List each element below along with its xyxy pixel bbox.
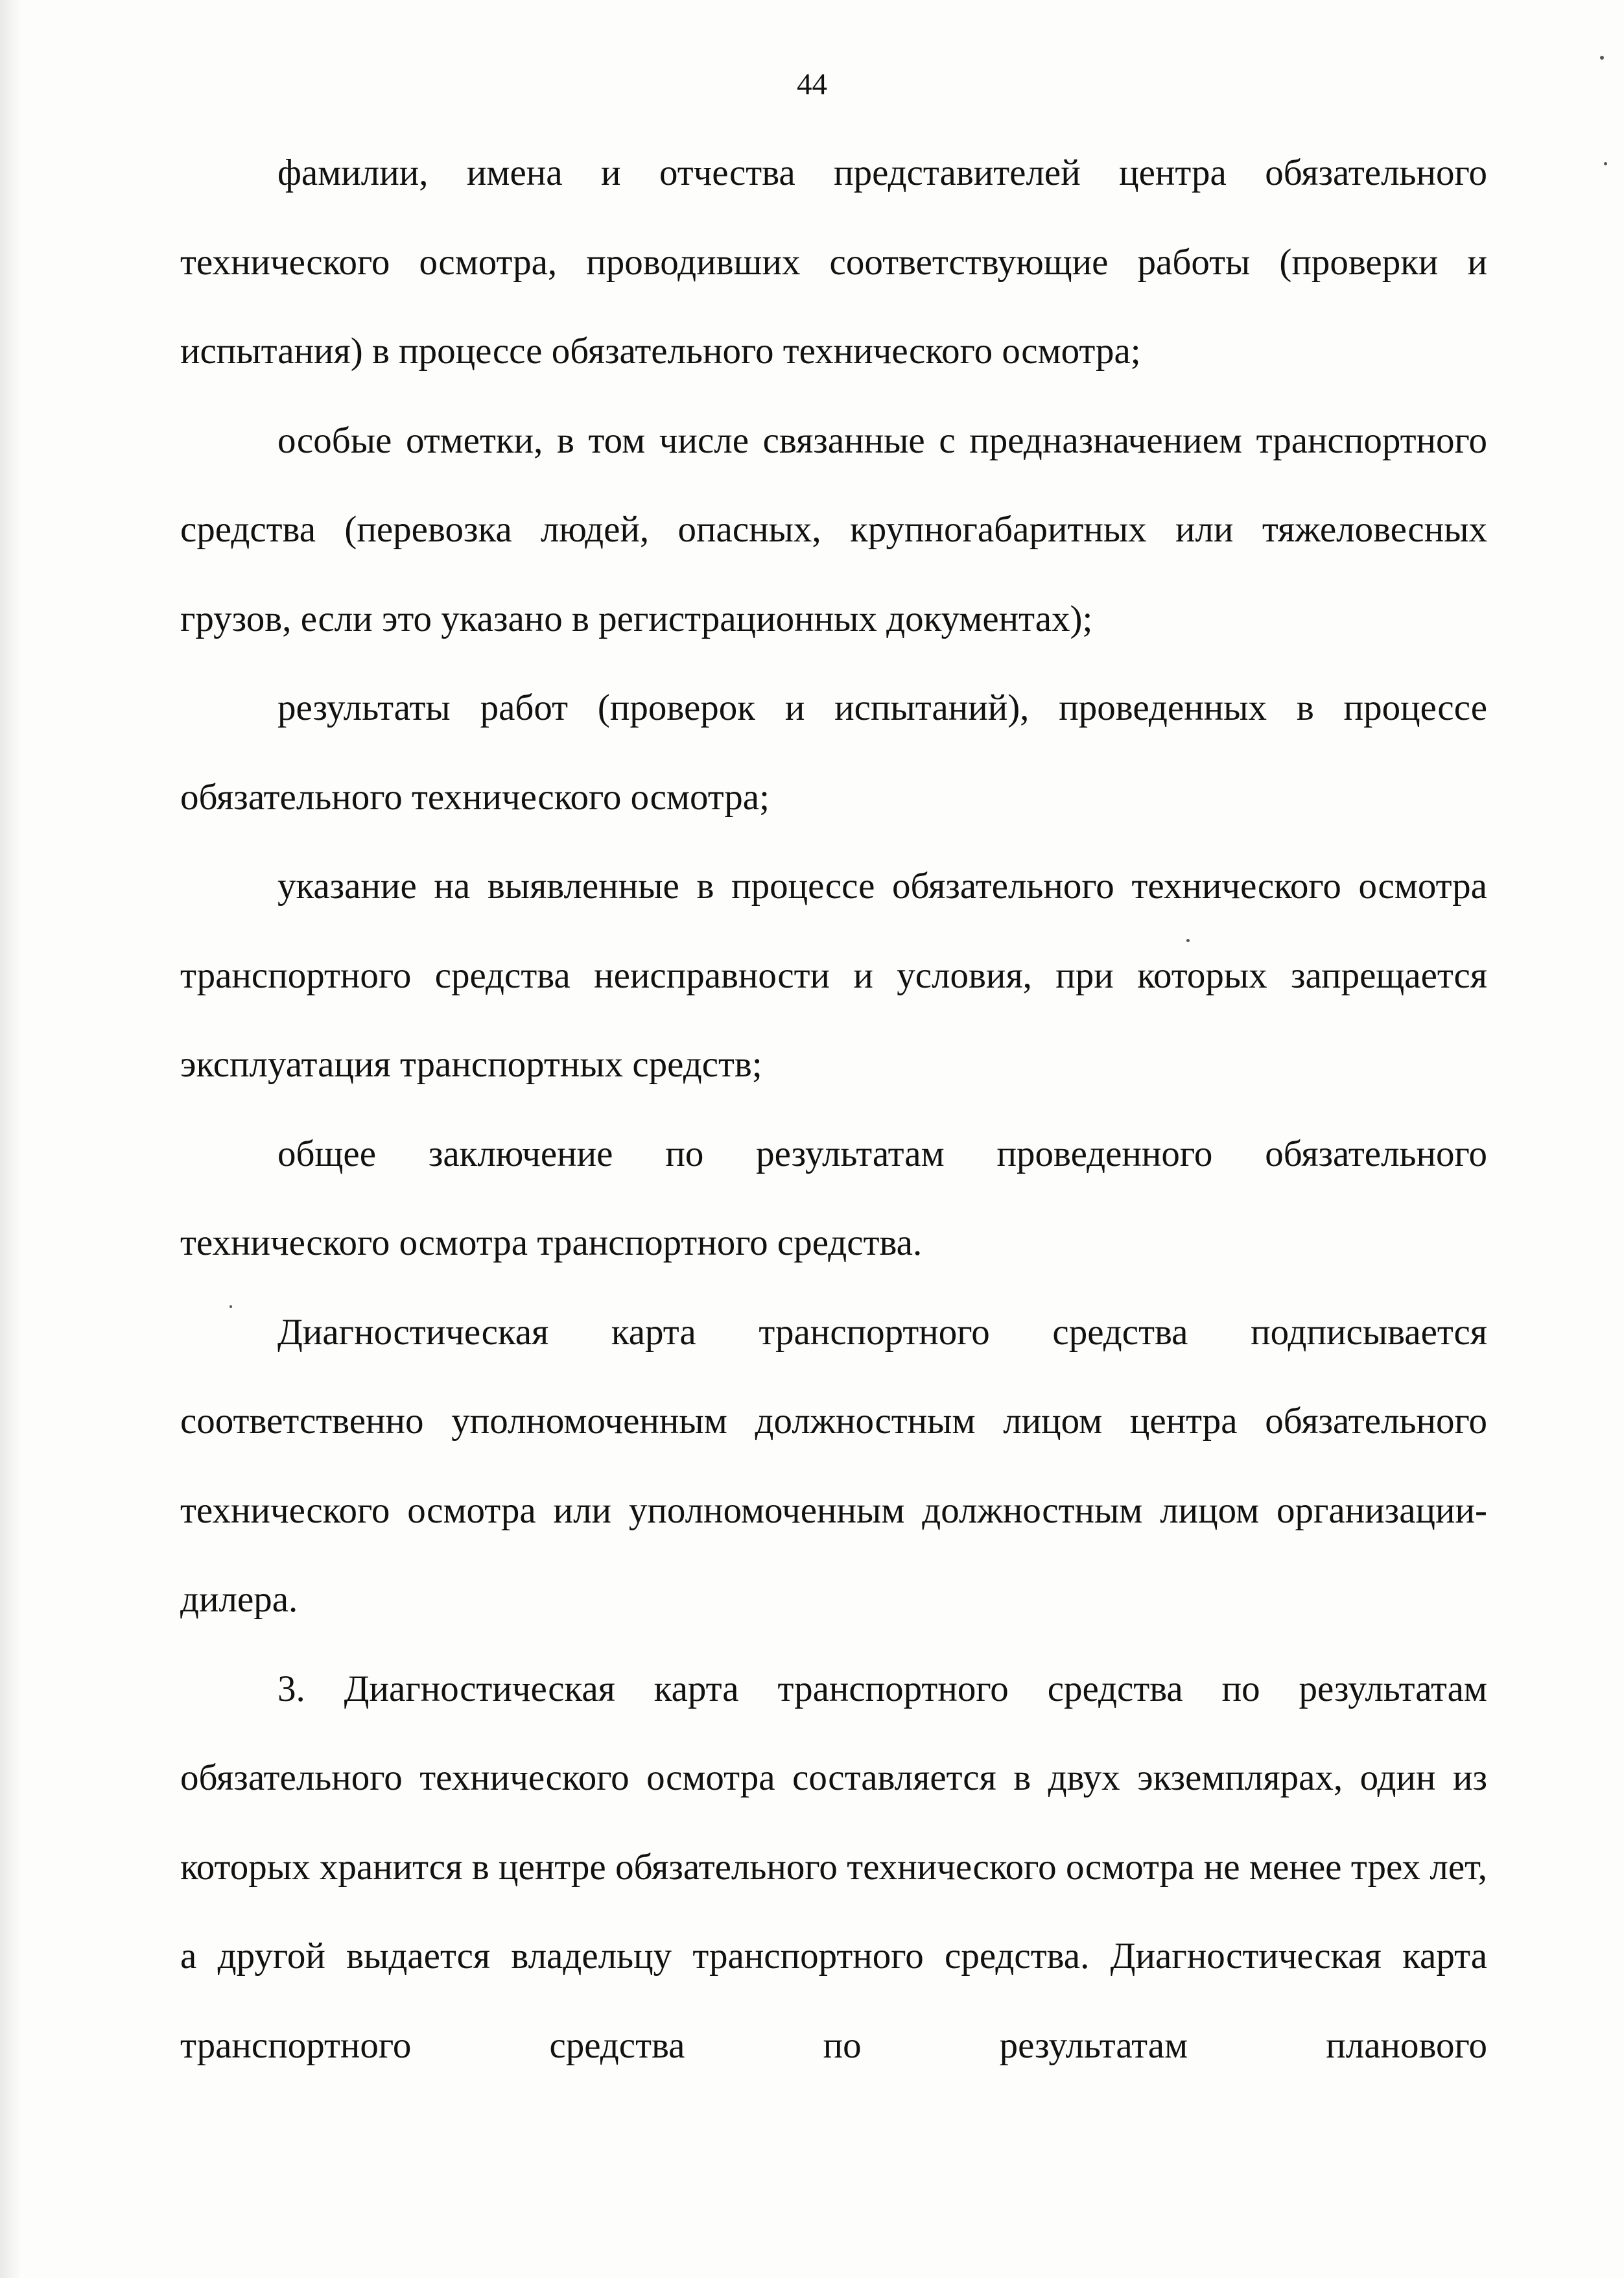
page-number: 44 (797, 67, 827, 101)
paragraph-signature: Диагностическая карта транспортного средства подписывается соответственно уполномоченным должностным лицом центра обязательного технического осмотра или уполномоченным должностным лицом организации-дилера. (180, 1311, 1487, 1620)
paragraph-inspector-names: фамилии, имена и отчества представителей центра обязательного технического осмотра, проводивших соответствующие работы (проверки и испытания) в процессе обязательного технического осмотра; (180, 152, 1487, 372)
scan-edge-shadow (0, 0, 22, 2278)
paragraph-special-notes: особые отметки, в том числе связанные с предназначением транспортного средства (перевозка людей, опасных, крупногабаритных или тяжеловесных грузов, если это указано в регистрационных документах); (180, 420, 1487, 639)
scan-speck (229, 1305, 232, 1308)
paragraph-results: результаты работ (проверок и испытаний), проведенных в процессе обязательного технического осмотра; (180, 687, 1487, 818)
body-text (180, 128, 1487, 2090)
scan-speck (1600, 56, 1604, 60)
paragraph-conclusion: общее заключение по результатам проведенного обязательного технического осмотра транспортного средства. (180, 1133, 1487, 1263)
scan-speck (1604, 162, 1607, 165)
scan-speck (1186, 939, 1190, 942)
paragraph-defects: указание на выявленные в процессе обязательного технического осмотра транспортного средства неисправности и условия, при которых запрещается эксплуатация транспортных средств; (180, 866, 1487, 1085)
paragraph-item-3: 3. Диагностическая карта транспортного средства по результатам обязательного технического осмотра составляется в двух экземплярах, один из которых хранится в центре обязательного технического осмотра не менее трех лет, а другой выдается владельцу транспортного средства. Диагностическая карта транспортного средства по результатам планового (180, 1668, 1487, 2066)
